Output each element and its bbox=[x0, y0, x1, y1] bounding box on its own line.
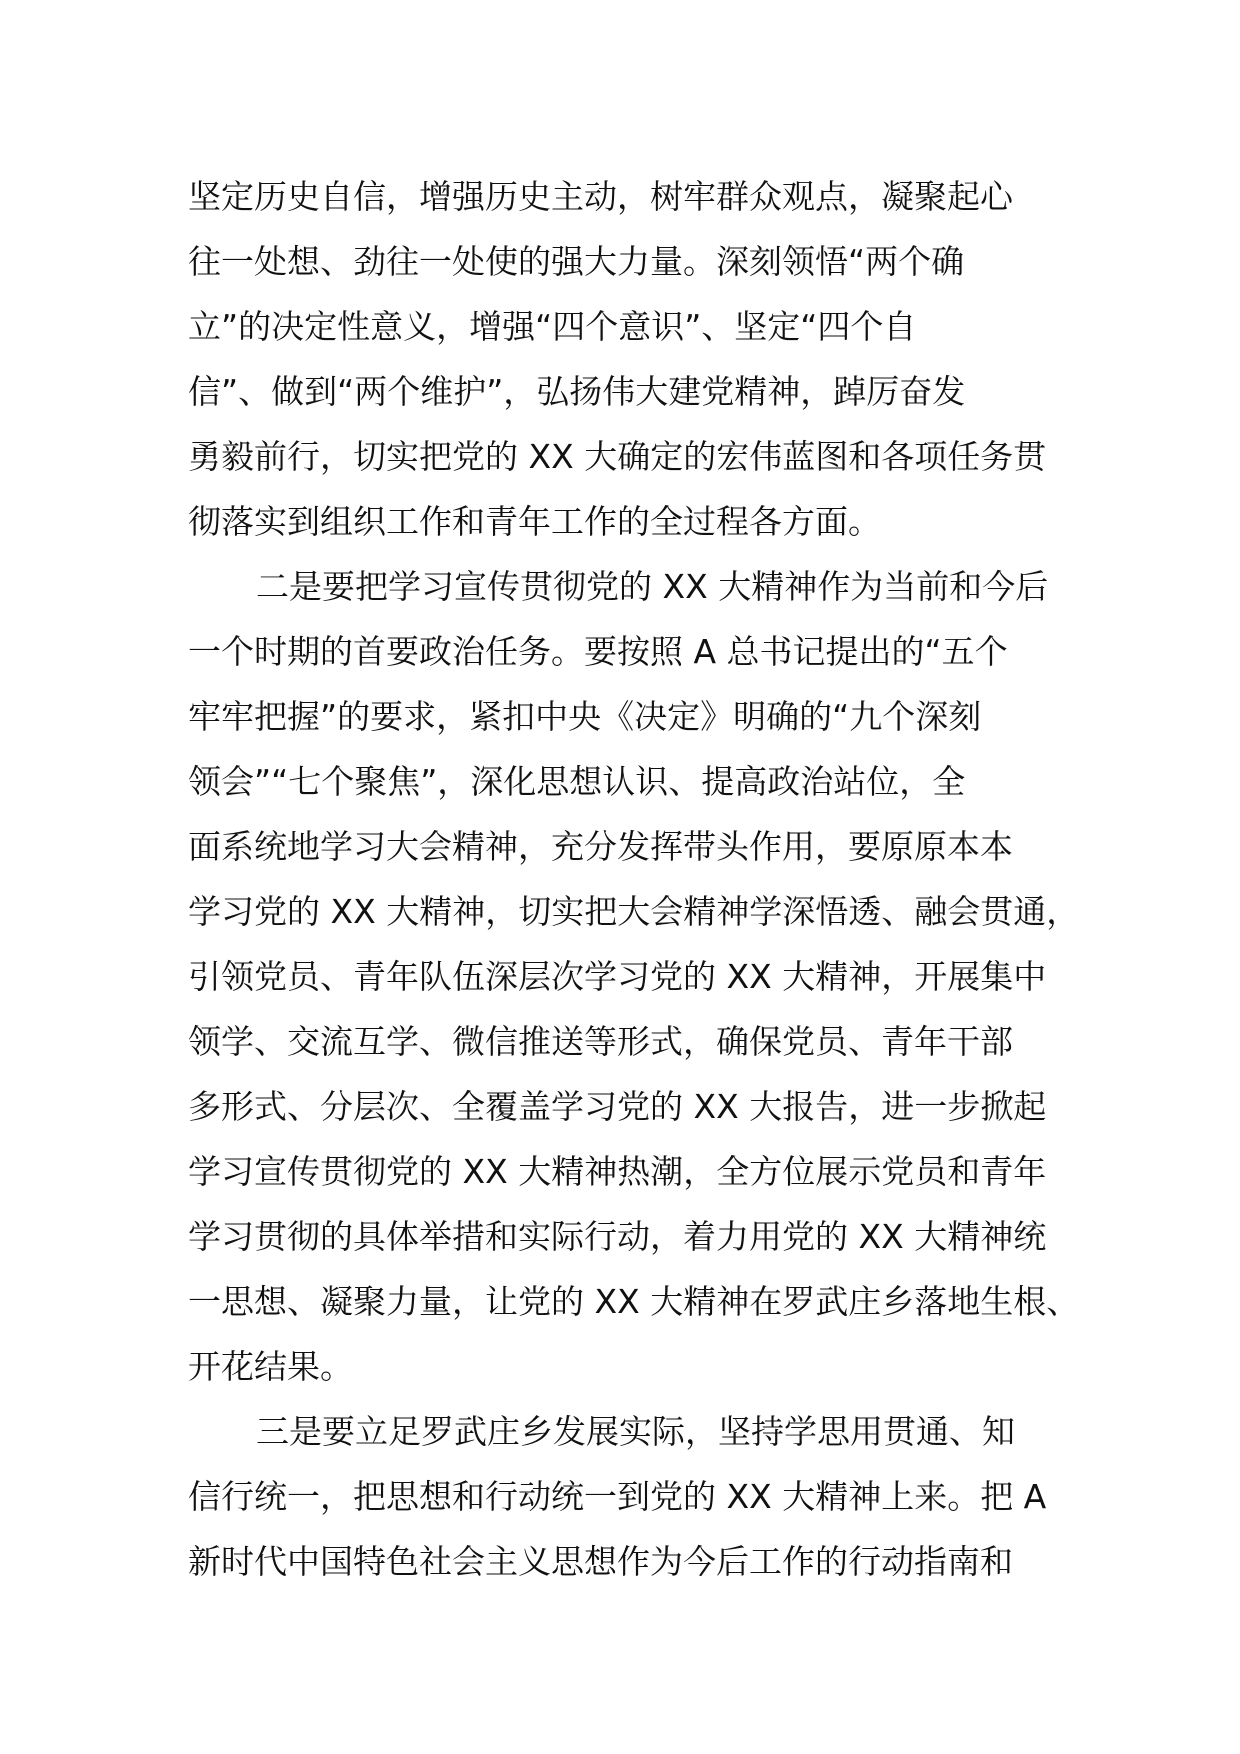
text-line: 引领党员、青年队伍深层次学习党的 XX 大精神，开展集中 bbox=[188, 957, 1047, 996]
text-line: 勇毅前行，切实把党的 XX 大确定的宏伟蓝图和各项任务贯 bbox=[188, 437, 1047, 476]
text-line: 面系统地学习大会精神，充分发挥带头作用，要原原本本 bbox=[188, 827, 1013, 866]
text-line: 多形式、分层次、全覆盖学习党的 XX 大报告，进一步掀起 bbox=[188, 1087, 1047, 1126]
text-line: 学习党的 XX 大精神，切实把大会精神学深悟透、融会贯通， bbox=[188, 892, 1080, 931]
text-line: 学习贯彻的具体举措和实际行动，着力用党的 XX 大精神统 bbox=[188, 1217, 1047, 1256]
paragraph-start-line: 三是要立足罗武庄乡发展实际，坚持学思用贯通、知 bbox=[256, 1412, 1015, 1451]
text-line: 学习宣传贯彻党的 XX 大精神热潮，全方位展示党员和青年 bbox=[188, 1152, 1047, 1191]
text-line: 新时代中国特色社会主义思想作为今后工作的行动指南和 bbox=[188, 1542, 1013, 1581]
text-line: 开花结果。 bbox=[188, 1347, 353, 1386]
paragraph-start-line: 二是要把学习宣传贯彻党的 XX 大精神作为当前和今后 bbox=[256, 567, 1049, 606]
text-line: 领学、交流互学、微信推送等形式，确保党员、青年干部 bbox=[188, 1022, 1013, 1061]
text-line: 牢牢把握”的要求，紧扣中央《决定》明确的“九个深刻 bbox=[188, 697, 982, 736]
text-line: 一个时期的首要政治任务。要按照 A 总书记提出的“五个 bbox=[188, 632, 1008, 671]
text-line: 彻落实到组织工作和青年工作的全过程各方面。 bbox=[188, 502, 881, 541]
text-line: 信行统一，把思想和行动统一到党的 XX 大精神上来。把 A bbox=[188, 1477, 1047, 1516]
text-line: 领会”“七个聚焦”，深化思想认识、提高政治站位，全 bbox=[188, 762, 966, 801]
text-line: 一思想、凝聚力量，让党的 XX 大精神在罗武庄乡落地生根、 bbox=[188, 1282, 1080, 1321]
text-line: 往一处想、劲往一处使的强大力量。深刻领悟“两个确 bbox=[188, 242, 965, 281]
text-line: 坚定历史自信，增强历史主动，树牢群众观点，凝聚起心 bbox=[188, 177, 1013, 216]
text-line: 信”、做到“两个维护”，弘扬伟大建党精神，踔厉奋发 bbox=[188, 372, 966, 411]
body-text bbox=[188, 164, 1088, 1594]
text-line: 立”的决定性意义，增强“四个意识”、坚定“四个自 bbox=[188, 307, 917, 346]
